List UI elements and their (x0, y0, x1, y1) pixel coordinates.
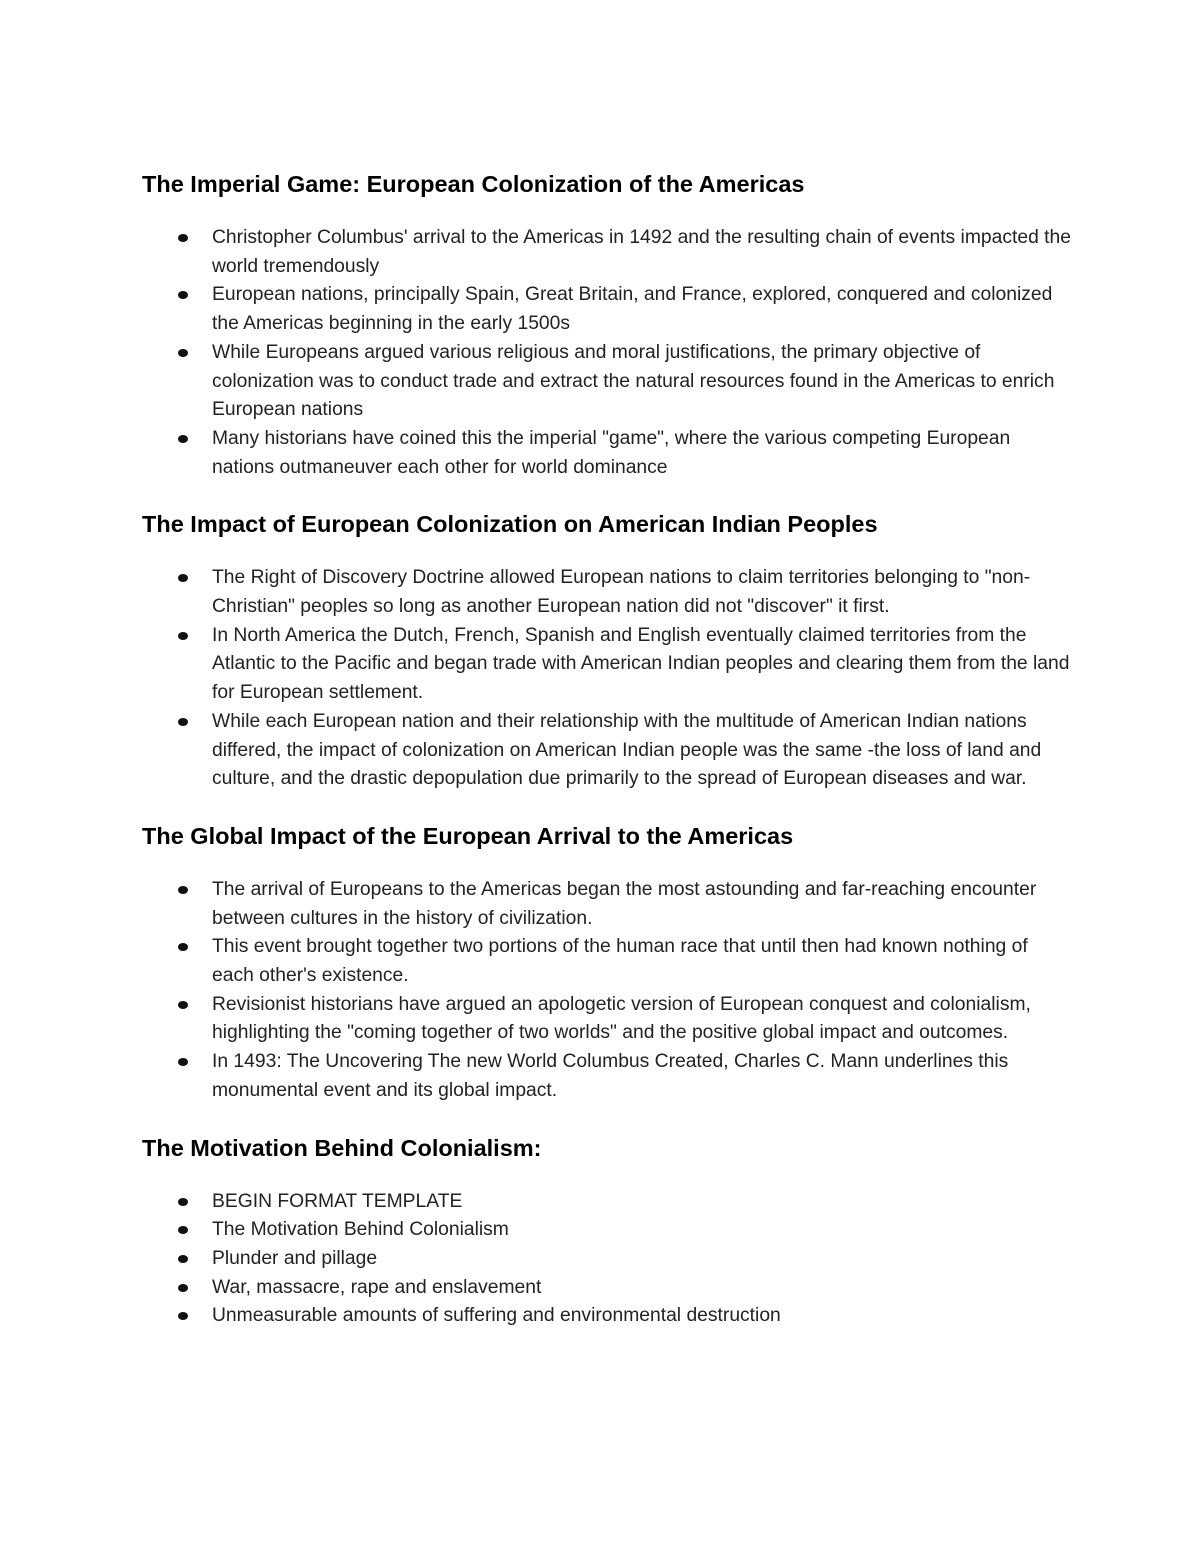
list-item (142, 425, 1072, 482)
section-imperial-game (142, 168, 1072, 482)
list-item (142, 708, 1072, 794)
section-global-impact (142, 820, 1072, 1106)
list-item-text: While Europeans argued various religious and moral justifications, the primary objective of colonization was to conduct trade and extract the natural resources found in the Americas to enrich European nations (212, 341, 1055, 421)
bullet-icon (178, 1198, 188, 1206)
list-item (142, 1048, 1072, 1105)
bullet-icon (178, 1284, 188, 1292)
list-item (142, 1245, 1072, 1274)
list-item (142, 1216, 1072, 1245)
bullet-icon (178, 1058, 188, 1066)
list-item-text: War, massacre, rape and enslavement (212, 1276, 542, 1298)
list-item-text: Plunder and pillage (212, 1247, 378, 1269)
bullet-icon (178, 886, 188, 894)
list-item-text: European nations, principally Spain, Great Britain, and France, explored, conquered and colonized the Americas beginning in the early 1500s (212, 284, 1053, 335)
bullet-list (142, 224, 1072, 482)
bullet-icon (178, 574, 188, 582)
section-heading: The Imperial Game: European Colonization of the Americas (142, 171, 805, 197)
section-heading: The Impact of European Colonization on American Indian Peoples (142, 511, 878, 538)
section-motivation (142, 1132, 1072, 1332)
list-item-text: While each European nation and their relationship with the multitude of American Indian nations differed, the impact of colonization on American Indian people was the same -the loss of land and culture, and the drastic depopulation due primarily to the spread of European diseases and war. (212, 710, 1042, 790)
bullet-icon (178, 943, 188, 951)
list-item (142, 1274, 1072, 1303)
bullet-list (142, 876, 1072, 1106)
list-item-text: Revisionist historians have argued an apologetic version of European conquest and colonialism, highlighting the "coming together of two worlds" and the positive global impact and outcomes. (212, 993, 1031, 1044)
list-item-text: The Right of Discovery Doctrine allowed European nations to claim territories belonging to "non-Christian" peoples so long as another European nation did not "discover" it first. (212, 567, 1031, 618)
bullet-list (142, 1188, 1072, 1332)
list-item (142, 933, 1072, 990)
list-item-text: The Motivation Behind Colonialism (212, 1219, 509, 1241)
bullet-icon (178, 1255, 188, 1263)
bullet-icon (178, 718, 188, 726)
list-item-text: In North America the Dutch, French, Spanish and English eventually claimed territories from the Atlantic to the Pacific and began trade with American Indian peoples and clearing them from the land for European settlement. (212, 624, 1070, 704)
list-item-text: The arrival of Europeans to the Americas began the most astounding and far-reaching encounter between cultures in the history of civilization. (212, 878, 1037, 929)
list-item (142, 339, 1072, 425)
list-item (142, 876, 1072, 933)
document-page (142, 160, 1072, 1357)
section-heading: The Global Impact of the European Arrival to the Americas (142, 822, 794, 849)
list-item (142, 224, 1072, 281)
list-item (142, 622, 1072, 708)
bullet-icon (178, 1226, 188, 1234)
bullet-icon (178, 1001, 188, 1009)
bullet-icon (178, 435, 188, 443)
list-item (142, 564, 1072, 621)
list-item-text: This event brought together two portions of the human race that until then had known nothing of each other's existence. (212, 936, 1028, 987)
list-item (142, 1188, 1072, 1217)
list-item-text: Unmeasurable amounts of suffering and environmental destruction (212, 1305, 781, 1327)
bullet-icon (178, 632, 188, 640)
bullet-icon (178, 234, 188, 242)
list-item (142, 991, 1072, 1048)
section-heading: The Motivation Behind Colonialism: (142, 1134, 542, 1161)
bullet-icon (178, 1312, 188, 1320)
section-impact-american-indian (142, 508, 1072, 794)
list-item-text: Many historians have coined this the imperial "game", where the various competing European nations outmaneuver each other for world dominance (212, 427, 1011, 478)
list-item (142, 281, 1072, 338)
list-item-text: Christopher Columbus' arrival to the Americas in 1492 and the resulting chain of events impacted the world tremendously (212, 227, 1071, 277)
list-item-text: In 1493: The Uncovering The new World Columbus Created, Charles C. Mann underlines this monumental event and its global impact. (212, 1051, 1009, 1101)
bullet-list (142, 564, 1072, 794)
bullet-icon (178, 291, 188, 299)
bullet-icon (178, 349, 188, 357)
list-item (142, 1302, 1072, 1331)
list-item-text: BEGIN FORMAT TEMPLATE (212, 1190, 463, 1212)
